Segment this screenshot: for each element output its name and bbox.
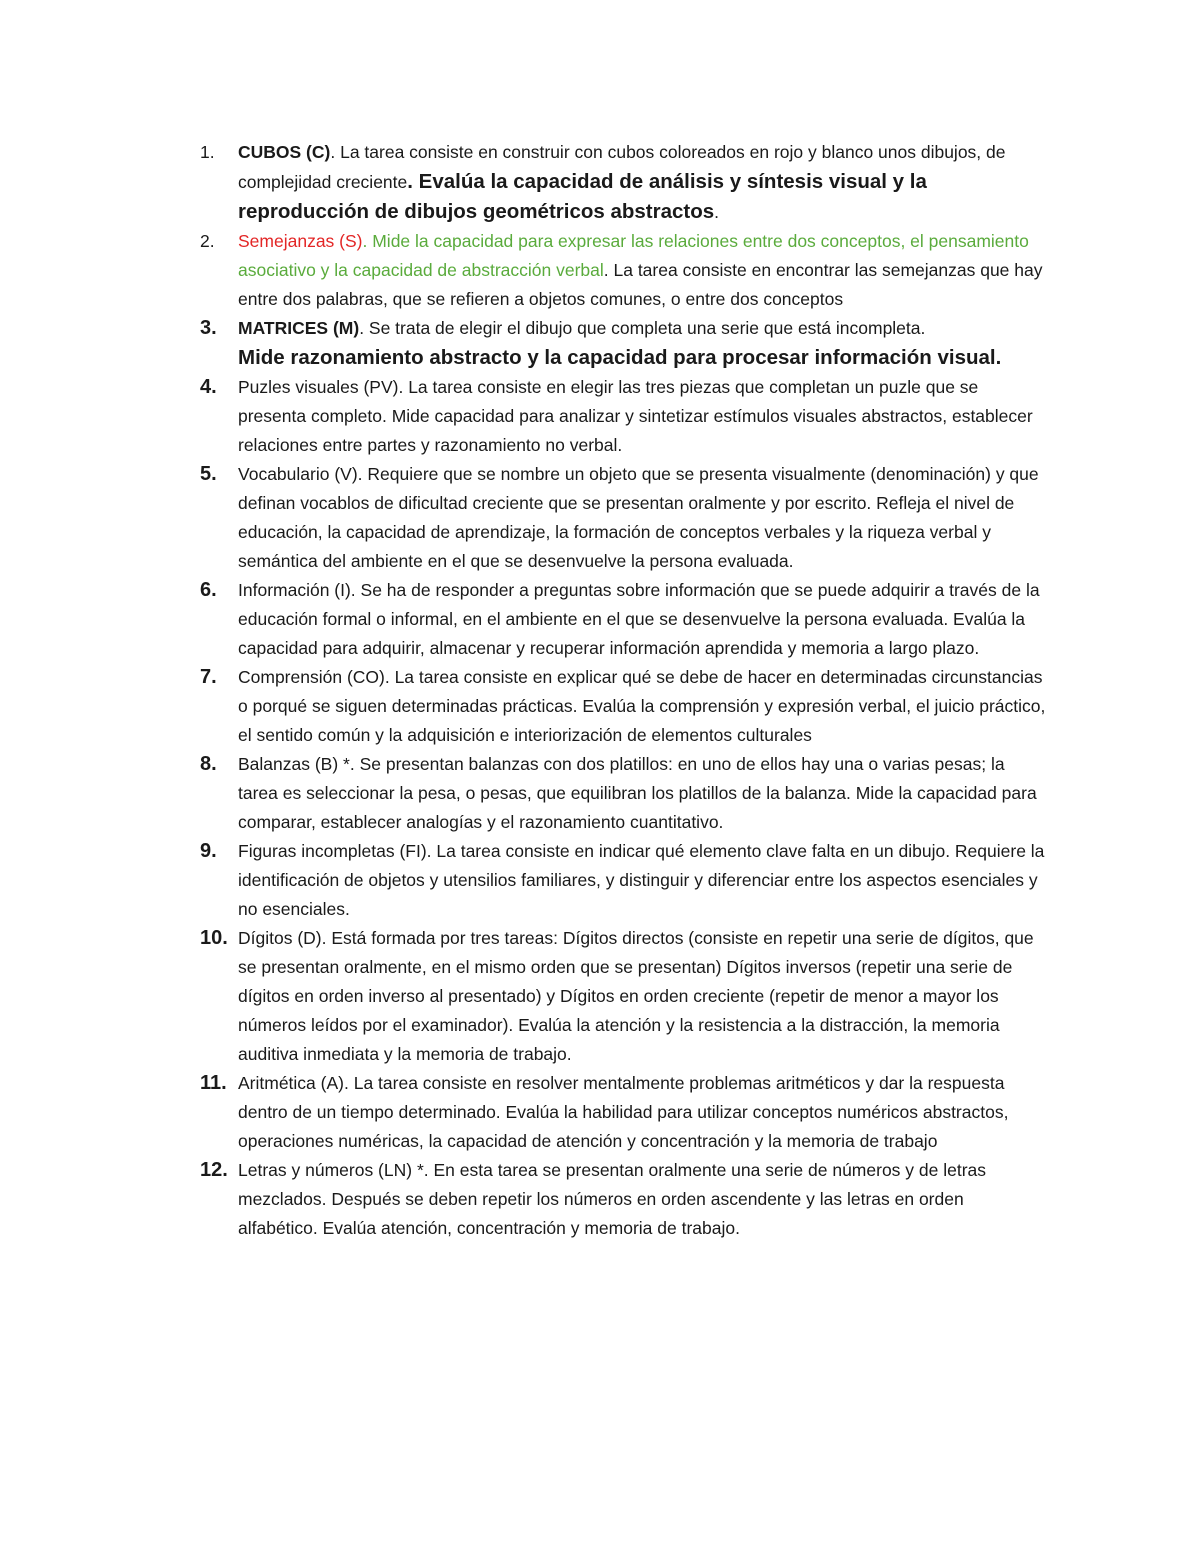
item-number: 8.	[200, 753, 217, 775]
item-text: Vocabulario (V). Requiere que se nombre un objeto que se presenta visualmente (denominación) y que definan vocablos de dificultad creciente que se presentan oralmente y por escrito. Refleja el nivel de educación, la capacidad de aprendizaje, la formación de conceptos verbales y la riqueza verbal y semántica del ambiente en el que se desenvuelve la persona evaluada.	[238, 464, 1039, 571]
item-text: Aritmética (A). La tarea consiste en resolver mentalmente problemas aritméticos y dar la respuesta dentro de un tiempo determinado. Evalúa la habilidad para utilizar conceptos numéricos abstractos, operaciones numéricas, la capacidad de atención y concentración y la memoria de trabajo	[238, 1073, 1009, 1151]
item-title: Semejanzas (S)	[238, 231, 363, 251]
item-text: Comprensión (CO). La tarea consiste en explicar qué se debe de hacer en determinadas circunstancias o porqué se siguen determinadas prácticas. Evalúa la comprensión y expresión verbal, el juicio práctico, el sentido común y la adquisición e interiorización de elementos culturales	[238, 667, 1046, 745]
item-number: 2.	[200, 231, 215, 251]
item-number: 4.	[200, 376, 217, 398]
list-item	[186, 576, 1046, 663]
item-number: 5.	[200, 463, 217, 485]
item-number: 6.	[200, 579, 217, 601]
item-emphasis: Mide razonamiento abstracto y la capacidad para procesar información visual.	[238, 346, 1002, 369]
item-number: 7.	[200, 666, 217, 688]
item-number: 1.	[200, 142, 215, 162]
item-text: Puzles visuales (PV). La tarea consiste en elegir las tres piezas que completan un puzle que se presenta completo. Mide capacidad para analizar y sintetizar estímulos visuales abstractos, establecer relaciones entre partes y razonamiento no verbal.	[238, 377, 1033, 455]
item-text: Información (I). Se ha de responder a preguntas sobre información que se puede adquirir a través de la educación formal o informal, en el ambiente en el que se desenvuelve la persona evaluada. Evalúa la capacidad para adquirir, almacenar y recuperar información aprendida y memoria a largo plazo.	[238, 580, 1040, 658]
item-text: Letras y números (LN) *. En esta tarea se presentan oralmente una serie de números y de letras mezclados. Después se deben repetir los números en orden ascendente y las letras en orden alfabético. Evalúa atención, concentración y memoria de trabajo.	[238, 1160, 987, 1238]
item-text: Balanzas (B) *. Se presentan balanzas con dos platillos: en uno de ellos hay una o varias pesas; la tarea es seleccionar la pesa, o pesas, que equilibran los platillos de la balanza. Mide la capacidad para comparar, establecer analogías y el razonamiento cuantitativo.	[238, 754, 1037, 832]
list-item	[186, 663, 1046, 750]
list-item	[186, 837, 1046, 924]
item-text: . La tarea consiste en construir con cubos coloreados en rojo y blanco unos dibujos, de complejidad creciente	[238, 142, 1006, 192]
list-item	[186, 314, 1046, 373]
list-item	[186, 1156, 1046, 1243]
item-text: . Se trata de elegir el dibujo que completa una serie que está incompleta.	[359, 318, 926, 338]
item-end: .	[714, 202, 720, 222]
list-item	[186, 924, 1046, 1069]
list-item	[186, 373, 1046, 460]
list-item	[186, 1069, 1046, 1156]
item-number: 11.	[200, 1072, 227, 1094]
item-title: CUBOS (C)	[238, 142, 331, 162]
list-item	[186, 460, 1046, 576]
subtest-list	[186, 138, 1046, 1243]
list-item	[186, 227, 1046, 314]
item-title: MATRICES (M)	[238, 318, 360, 338]
item-number: 12.	[200, 1159, 228, 1181]
item-number: 10.	[200, 927, 228, 949]
item-number: 9.	[200, 840, 217, 862]
list-item	[186, 750, 1046, 837]
item-emphasis: . Evalúa la capacidad de análisis y síntesis visual y la reproducción de dibujos geométricos abstractos	[238, 170, 927, 223]
item-highlight: . Mide la capacidad para expresar las relaciones entre dos conceptos, el pensamiento asociativo y la capacidad de abstracción verbal	[238, 231, 1029, 280]
item-text: . La tarea consiste en encontrar las semejanzas que hay entre dos palabras, que se refieren a objetos comunes, o entre dos conceptos	[238, 260, 1043, 309]
item-text: Figuras incompletas (FI). La tarea consiste en indicar qué elemento clave falta en un dibujo. Requiere la identificación de objetos y utensilios familiares, y distinguir y diferenciar entre los aspectos esenciales y no esenciales.	[238, 841, 1045, 919]
item-number: 3.	[200, 317, 217, 339]
item-text: Dígitos (D). Está formada por tres tareas: Dígitos directos (consiste en repetir una serie de dígitos, que se presentan oralmente, en el mismo orden que se presentan) Dígitos inversos (repetir una serie de dígitos en orden inverso al presentado) y Dígitos en orden creciente (repetir de menor a mayor los números leídos por el examinador). Evalúa la atención y la resistencia a la distracción, la memoria auditiva inmediata y la memoria de trabajo.	[238, 928, 1034, 1064]
list-item	[186, 138, 1046, 227]
